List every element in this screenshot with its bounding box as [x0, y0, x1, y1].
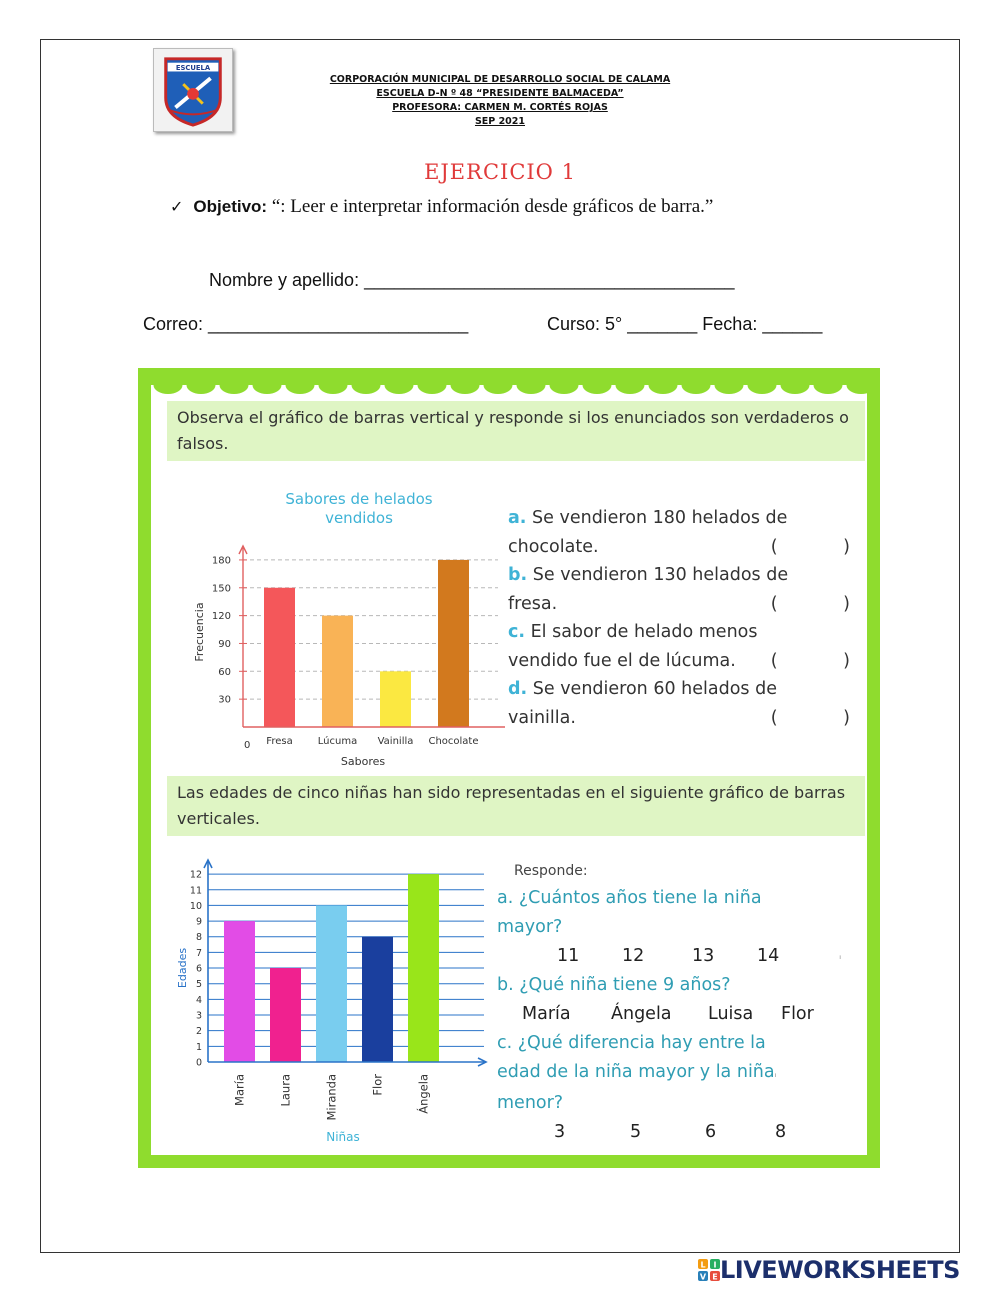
question-a-options	[497, 942, 851, 971]
svg-text:I: I	[713, 1260, 717, 1270]
chart1-category-label: Fresa	[266, 736, 293, 747]
scallop	[286, 381, 315, 394]
statement-b-line1: Se vendieron 130 helados de	[532, 565, 789, 585]
scallop	[352, 381, 381, 394]
question-c-line3: menor?	[497, 1093, 564, 1113]
option-angela[interactable]: Ángela	[611, 1004, 672, 1024]
statement-d-answer[interactable]: ( )	[770, 707, 880, 728]
scallop	[550, 381, 579, 394]
option-12[interactable]: 12	[622, 946, 645, 966]
header-school: ESCUELA D-N º 48 “PRESIDENTE BALMACEDA”	[376, 88, 624, 99]
chart1-y-tick-label: 180	[211, 555, 231, 567]
chart2-y-tick-label: 2	[195, 1026, 202, 1038]
scallop	[220, 381, 249, 394]
statement-b-line2: fresa.	[508, 593, 558, 614]
chart1-y-label: Frecuencia	[193, 602, 206, 662]
option-14[interactable]: 14	[757, 946, 780, 966]
objective-label: Objetivo:	[193, 197, 268, 216]
name-field[interactable]: Nombre y apellido: _____________________________________	[209, 270, 735, 290]
scallop	[715, 381, 744, 394]
chart2-bar-4	[362, 937, 393, 1062]
option-luisa[interactable]: Luisa	[708, 1004, 754, 1024]
chart1-category-label: Lúcuma	[317, 736, 358, 747]
chart2-y-tick-label: 11	[189, 885, 202, 897]
scallop	[484, 381, 513, 394]
objective	[170, 196, 713, 218]
statement-c	[508, 618, 850, 647]
chart2-bar-3	[316, 905, 347, 1062]
statement-a-answer[interactable]: ( )	[770, 536, 880, 557]
chart1-x-label: Sabores	[340, 755, 386, 768]
chart2-bar-2	[270, 968, 301, 1062]
chart2-y-tick-label: 1	[195, 1041, 202, 1053]
chart2-bar-5	[408, 874, 439, 1062]
scallop	[583, 381, 612, 394]
chart1-bar-lúcuma	[322, 616, 353, 727]
question-b-options	[497, 1000, 851, 1029]
chart2-category-label: Flor	[370, 1074, 385, 1096]
chart1-y-tick-label: 60	[218, 666, 231, 678]
chart2-y-tick-label: 6	[195, 963, 202, 975]
option-flor[interactable]: Flor	[781, 1004, 814, 1024]
statement-b	[508, 561, 850, 590]
stray-mark-1: ᵢ	[839, 951, 842, 962]
chart2-category-label: Laura	[278, 1074, 293, 1107]
scallop	[616, 381, 645, 394]
chart2-y-tick-label: 3	[195, 1010, 202, 1022]
chart2-y-label: Edades	[176, 947, 189, 989]
statement-b-answer[interactable]: ( )	[770, 593, 880, 614]
chart1-category-label: Chocolate	[428, 736, 479, 747]
respond-label: Responde:	[514, 863, 588, 879]
header-date: SEP 2021	[474, 116, 526, 127]
logo-lettering: ESCUELA	[175, 64, 211, 73]
chart2-y-tick-label: 0	[195, 1057, 202, 1069]
scallop	[649, 381, 678, 394]
option-maria[interactable]: María	[522, 1004, 571, 1024]
chart1-bar-fresa	[264, 588, 295, 727]
scallop	[187, 381, 216, 394]
statement-b-letter: b.	[508, 565, 528, 585]
question-a	[497, 884, 851, 913]
scallop	[517, 381, 546, 394]
chart1-y-tick-label: 30	[218, 694, 231, 706]
option-5[interactable]: 5	[630, 1122, 642, 1142]
chart2-y-tick-label: 10	[189, 900, 202, 912]
chart1-y-tick-label: 90	[218, 638, 231, 650]
chart1-title-line1: Sabores de helados	[285, 490, 433, 508]
statement-d	[508, 675, 850, 704]
chart2-y-tick-label: 7	[195, 947, 202, 959]
question-c-options	[497, 1118, 851, 1147]
chart2-category-label: Miranda	[324, 1074, 339, 1121]
chart1-bar-vainilla	[380, 671, 411, 727]
question-c-line2: edad de la niña mayor y la niñaᵢ	[497, 1062, 777, 1082]
ice-cream-bar-chart	[173, 472, 513, 772]
scallop	[847, 381, 868, 394]
question-b: b. ¿Qué niña tiene 9 años?	[497, 975, 731, 995]
statement-c-letter: c.	[508, 622, 526, 642]
exercise-card	[138, 368, 880, 1168]
school-crest-icon	[154, 49, 232, 131]
header-corporation: CORPORACIÓN MUNICIPAL DE DESARROLLO SOCIAL DE CALAMA	[329, 74, 671, 85]
svg-text:V: V	[699, 1272, 707, 1281]
statement-c-line1: El sabor de helado menos	[530, 622, 758, 642]
question-c-line1: c. ¿Qué diferencia hay entre la	[497, 1033, 766, 1053]
scalloped-border	[151, 381, 867, 399]
chart2-bar-1	[224, 921, 255, 1062]
chart2-y-tick-label: 8	[195, 932, 202, 944]
scallop	[253, 381, 282, 394]
chart1-origin-label: 0	[244, 740, 251, 751]
ages-bar-chart	[166, 842, 511, 1142]
chart2-x-label: Niñas	[326, 1130, 360, 1142]
svg-text:E: E	[712, 1272, 718, 1281]
option-8[interactable]: 8	[775, 1122, 787, 1142]
scallop	[319, 381, 348, 394]
chart2-y-tick-label: 12	[189, 869, 202, 881]
scallop	[748, 381, 777, 394]
chart2-category-label: María	[232, 1074, 247, 1106]
chart1-y-tick-label: 120	[211, 611, 231, 623]
checkmark-icon: ✓	[170, 197, 184, 216]
option-11[interactable]: 11	[557, 946, 580, 966]
email-field[interactable]: Correo: __________________________	[143, 314, 469, 334]
liveworksheets-badge-icon	[698, 1259, 720, 1281]
statement-a	[508, 504, 850, 533]
question-a-line2: mayor?	[497, 917, 563, 937]
chart2-y-tick-label: 4	[195, 994, 202, 1006]
statement-c-line2: vendido fue el de lúcuma.	[508, 650, 736, 671]
objective-text: “: Leer e interpretar información desde gráficos de barra.”	[267, 196, 714, 217]
chart1-category-label: Vainilla	[377, 736, 414, 747]
scallop	[814, 381, 843, 394]
school-logo	[153, 48, 233, 132]
scallop	[781, 381, 810, 394]
statement-d-line2: vainilla.	[508, 707, 576, 728]
option-6[interactable]: 6	[705, 1122, 717, 1142]
option-13[interactable]: 13	[692, 946, 715, 966]
statement-c-answer[interactable]: ( )	[770, 650, 880, 671]
exercise-card-inner	[151, 382, 880, 1155]
header-teacher: PROFESORA: CARMEN M. CORTÉS ROJAS	[392, 102, 608, 113]
scallop	[154, 381, 183, 394]
course-date-field[interactable]: Curso: 5° _______ Fecha: ______	[547, 314, 823, 334]
statement-a-letter: a.	[508, 508, 527, 528]
exercise-title: EJERCICIO 1	[424, 160, 576, 184]
statement-d-letter: d.	[508, 679, 528, 699]
svg-text:L: L	[700, 1260, 706, 1270]
statement-a-line1: Se vendieron 180 helados de	[532, 508, 788, 528]
questions-block	[497, 858, 851, 1147]
chart2-y-tick-label: 9	[195, 916, 202, 928]
scallop	[682, 381, 711, 394]
chart2-y-tick-label: 5	[195, 979, 202, 991]
instruction-band-2: Las edades de cinco niñas han sido representadas en el siguiente gráfico de barras verticales.	[167, 776, 865, 836]
chart1-title-line2: vendidos	[325, 509, 393, 527]
chart1-y-tick-label: 150	[211, 583, 231, 595]
option-3[interactable]: 3	[554, 1122, 566, 1142]
scallop	[418, 381, 447, 394]
statement-a-line2: chocolate.	[508, 536, 599, 557]
liveworksheets-logo[interactable]	[698, 1255, 960, 1285]
school-header	[240, 73, 760, 129]
chart2-category-label: Ángela	[416, 1074, 431, 1114]
question-a-line1: a. ¿Cuántos años tiene la niña	[497, 888, 762, 908]
true-false-statements	[508, 504, 880, 732]
chart1-bar-chocolate	[438, 560, 469, 727]
scallop	[385, 381, 414, 394]
scallop	[451, 381, 480, 394]
statement-d-line1: Se vendieron 60 helados de	[532, 679, 777, 699]
stray-mark-2: ᵢ	[774, 1069, 777, 1080]
instruction-band-1: Observa el gráfico de barras vertical y responde si los enunciados son verdaderos o falsos.	[167, 401, 865, 461]
liveworksheets-wordmark: LIVEWORKSHEETS	[720, 1256, 960, 1284]
